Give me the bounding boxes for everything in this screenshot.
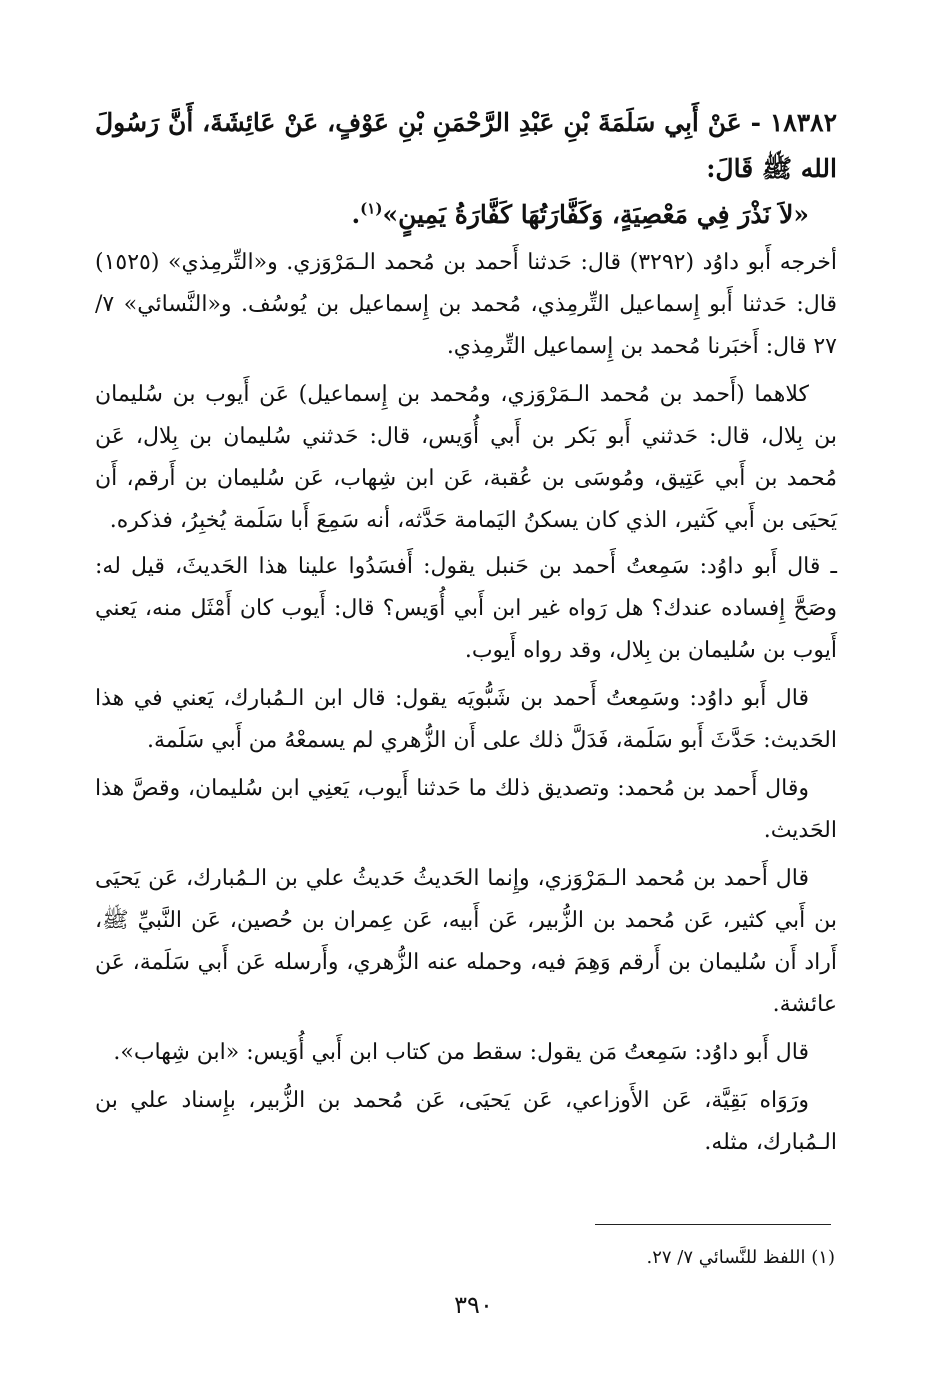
hadith-matn: «لاَ نَذْرَ فِي مَعْصِيَةٍ، وَكَفَّارَتُهَا كَفَّارَةُ يَمِينٍ» — [382, 200, 809, 229]
hadith-heading — [95, 100, 837, 192]
marwazi-paragraph: قال أَحمد بن مُحمد الـمَرْوَزي، وإِنما الحَديثُ حَديثُ علي بن الـمُبارك، عَن يَحيَى بن أَبي كثير، عَن مُحمد بن الزُّبير، عَن أَبيه، عَن عِمران بن حُصين، عَن النَّبيِّ ﷺ، أَراد أَن سُليمان بن أَرقم وَهِمَ فيه، وحمله عنه الزُّهري، وأَرسله عَن أَبي سَلَمة، عَن عائشة. — [95, 866, 837, 1017]
footnote: (١) اللفظ للنَّسائي ٧/ ٢٧. — [646, 1247, 835, 1268]
footnote-separator — [595, 1224, 831, 1225]
hadith-matn-end: . — [351, 200, 361, 229]
abu-dawud-ahmad-paragraph: ـ قال أَبو داوُد: سَمِعتُ أَحمد بن حَنبل يقول: أَفسَدُوا علينا هذا الحَديثَ، قيل له: وصَحَّ إِفساده عندك؟ هل رَواه غير ابن أَبي أُوَيس؟ قال: أَيوب كان أَمْثَل منه، يَعني أَيوب بن سُليمان بن بِلال، وقد رواه أَيوب. — [95, 554, 837, 663]
baqiyya-paragraph: ورَوَاه بَقِيَّة، عَن الأَوزاعي، عَن يَحيَى، عَن مُحمد بن الزُّبير، بإِسناد علي بن الـمُبارك، مثله. — [95, 1088, 837, 1155]
footnote-reference[interactable]: (١) — [360, 199, 383, 218]
isnad-paragraph: كلاهما (أَحمد بن مُحمد الـمَرْوَزي، ومُحمد بن إِسماعيل) عَن أَيوب بن سُليمان بن بِلال، قال: حَدثني أَبو بَكر بن أَبي أُوَيس، قال: حَدثني سُليمان بن بِلال، عَن مُحمد بن أَبي عَتِيق، ومُوسَى بن عُقبة، عَن ابن شِهاب، عَن سُليمان بن أَرقم، أَن يَحيَى بن أَبي كَثير، الذي كان يسكنُ اليَمامة حَدَّثه، أنه سَمِعَ أَبا سَلَمة يُخبِرُ، فذكره. — [95, 382, 837, 533]
page-number: ٣٩٠ — [454, 1291, 493, 1319]
hadith-chain: - عَنْ أَبِي سَلَمَةَ بْنِ عَبْدِ الرَّحْمَنِ بْنِ عَوْفٍ، عَنْ عَائِشَةَ، أَنَّ رَسُولَ الله ﷺ قَالَ: — [95, 108, 837, 183]
ahmad-tasdiq-paragraph: وقال أَحمد بن مُحمد: وتصديق ذلك ما حَدثنا أَيوب، يَعنِي ابن سُليمان، وقصَّ هذا الحَديث. — [95, 776, 837, 843]
takhrij-paragraph: أخرجه أَبو داوُد (٣٢٩٢) قال: حَدثنا أَحمد بن مُحمد الـمَرْوَزي. و«التِّرمِذي» (١٥٢٥) قال: حَدثنا أَبو إِسماعيل التِّرمِذي، مُحمد بن إِسماعيل بن يُوسُف. و«النَّسائي» ٧/ ٢٧ قال: أَخبَرنا مُحمد بن إِسماعيل التِّرمِذي. — [95, 250, 837, 359]
saqata-paragraph: قال أَبو داوُد: سَمِعتُ مَن يقول: سقط من كتاب ابن أَبي أُوَيس: «ابن شِهاب». — [113, 1040, 809, 1065]
hadith-text — [95, 192, 809, 238]
abu-dawud-shabbuyah-paragraph: قال أَبو داوُد: وسَمِعتُ أَحمد بن شَبُّويَه يقول: قال ابن الـمُبارك، يَعني في هذا الحَديث: حَدَّثَ أَبو سَلَمة، فَدَلَّ ذلك على أَن الزُّهري لم يسمعْهُ من أَبي سَلَمة. — [95, 686, 837, 753]
page-body — [95, 100, 837, 1164]
hadith-number: ١٨٣٨٢ — [769, 108, 837, 137]
